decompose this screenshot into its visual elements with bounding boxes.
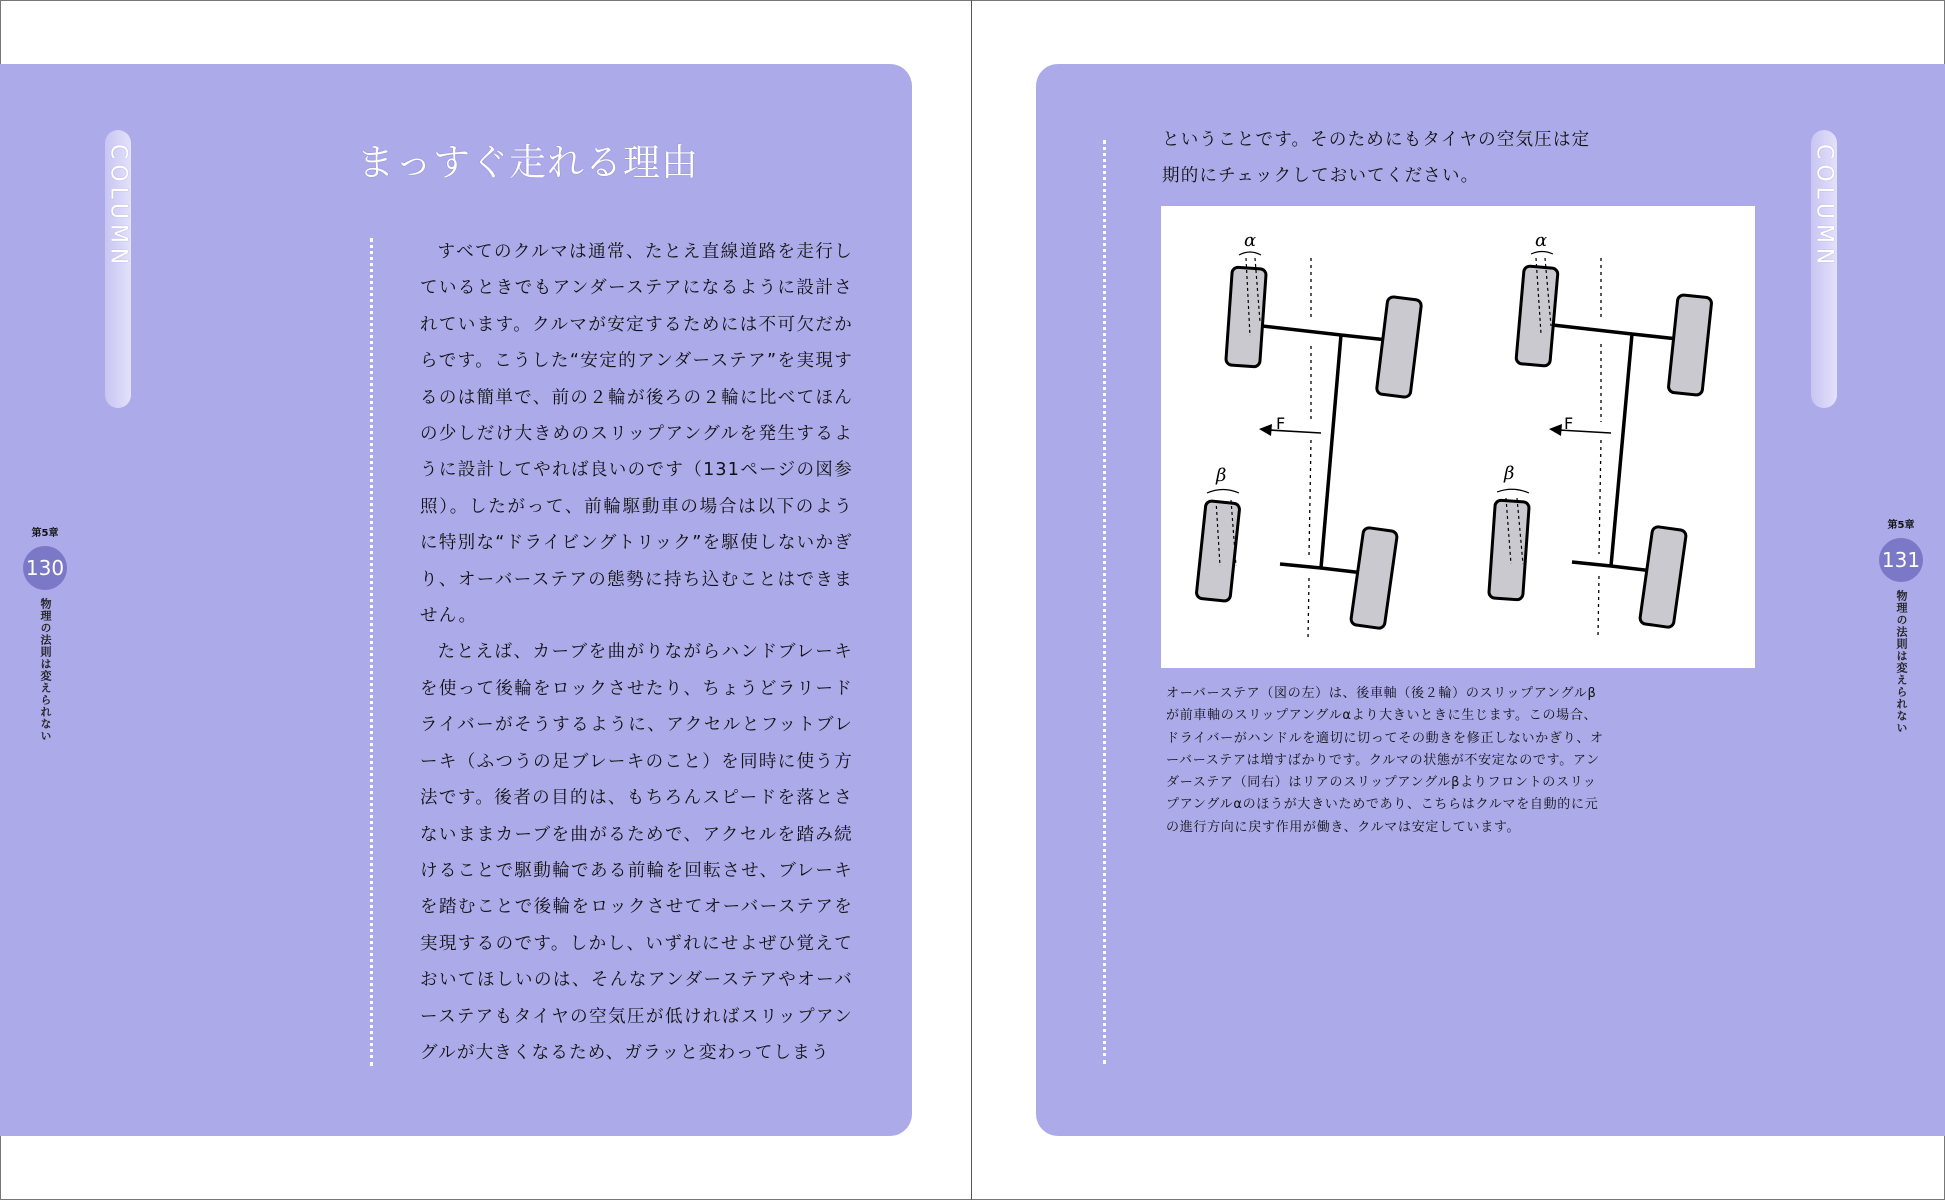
- page-number-badge: 131: [1879, 538, 1923, 582]
- chapter-label: 第5章: [31, 528, 59, 539]
- dotted-divider-left: [370, 238, 373, 1066]
- beta-label: β: [1504, 463, 1515, 484]
- slip-angle-diagram: [1161, 206, 1755, 668]
- force-label: F: [1276, 414, 1286, 433]
- left-body-text: [420, 234, 853, 1071]
- right-intro-text: ということです。そのためにもタイヤの空気圧は定期的にチェックしておいてください。: [1162, 130, 1591, 186]
- dotted-divider-right: [1103, 140, 1106, 1064]
- beta-label: β: [1216, 465, 1227, 486]
- chapter-sidebar-right: [1871, 520, 1931, 734]
- chapter-title: 物理の法則は変えられない: [1895, 590, 1908, 734]
- column-label: COLUMN: [1811, 144, 1837, 270]
- column-tab-left: [105, 130, 131, 408]
- column-label: COLUMN: [105, 144, 131, 270]
- diagram-caption: オーバーステア（図の左）は、後車軸（後２輪）のスリップアングルβが前車軸のスリップアングルαより大きいときに生じます。この場合、ドライバーがハンドルを適切に切ってその動きを修正しないかぎり、オーバーステアは増すばかりです。クルマの状態が不安定なのです。アンダーステア（同右）はリアのスリップアングルβよりフロントのスリップアングルαのほうが大きいためであり、こちらはクルマを自動的に元の進行方向に戻す作用が働き、クルマは安定しています。: [1166, 686, 1604, 835]
- chapter-sidebar-left: [15, 528, 75, 742]
- chapter-title: 物理の法則は変えられない: [39, 598, 52, 742]
- page-title: まっすぐ走れる理由: [357, 141, 699, 184]
- alpha-label: α: [1244, 230, 1257, 251]
- paragraph-1: すべてのクルマは通常、たとえ直線道路を走行しているときでもアンダーステアになるように設計されています。クルマが安定するためには不可欠だからです。こうした“安定的アンダーステア”を実現するのは簡単で、前の２輪が後ろの２輪に比べてほんの少しだけ大きめのスリップアングルを発生するように設計してやれば良いのです（131ページの図参照）。したがって、前輪駆動車の場合は以下のように特別な“ドライビングトリック”を駆使しないかぎり、オーバーステアの態勢に持ち込むことはできません。: [420, 242, 853, 627]
- chapter-label: 第5章: [1887, 520, 1915, 531]
- alpha-label: α: [1535, 230, 1548, 251]
- force-label: F: [1564, 414, 1574, 433]
- gutter: [971, 0, 972, 1200]
- page-number-badge: 130: [23, 546, 67, 590]
- column-tab-right: [1811, 130, 1837, 408]
- paragraph-2: たとえば、カーブを曲がりながらハンドブレーキを使って後輪をロックさせたり、ちょうどラリードライバーがそうするように、アクセルとフットブレーキ（ふつうの足ブレーキのこと）を同時に使う方法です。後者の目的は、もちろんスピードを落とさないままカーブを曲がるためで、アクセルを踏み続けることで駆動輪である前輪を回転させ、ブレーキを踏むことで後輪をロックさせてオーバーステアを実現するのです。しかし、いずれにせよぜひ覚えておいてほしいのは、そんなアンダーステアやオーバーステアもタイヤの空気圧が低ければスリップアングルが大きくなるため、ガラッと変わってしまう: [420, 642, 853, 1063]
